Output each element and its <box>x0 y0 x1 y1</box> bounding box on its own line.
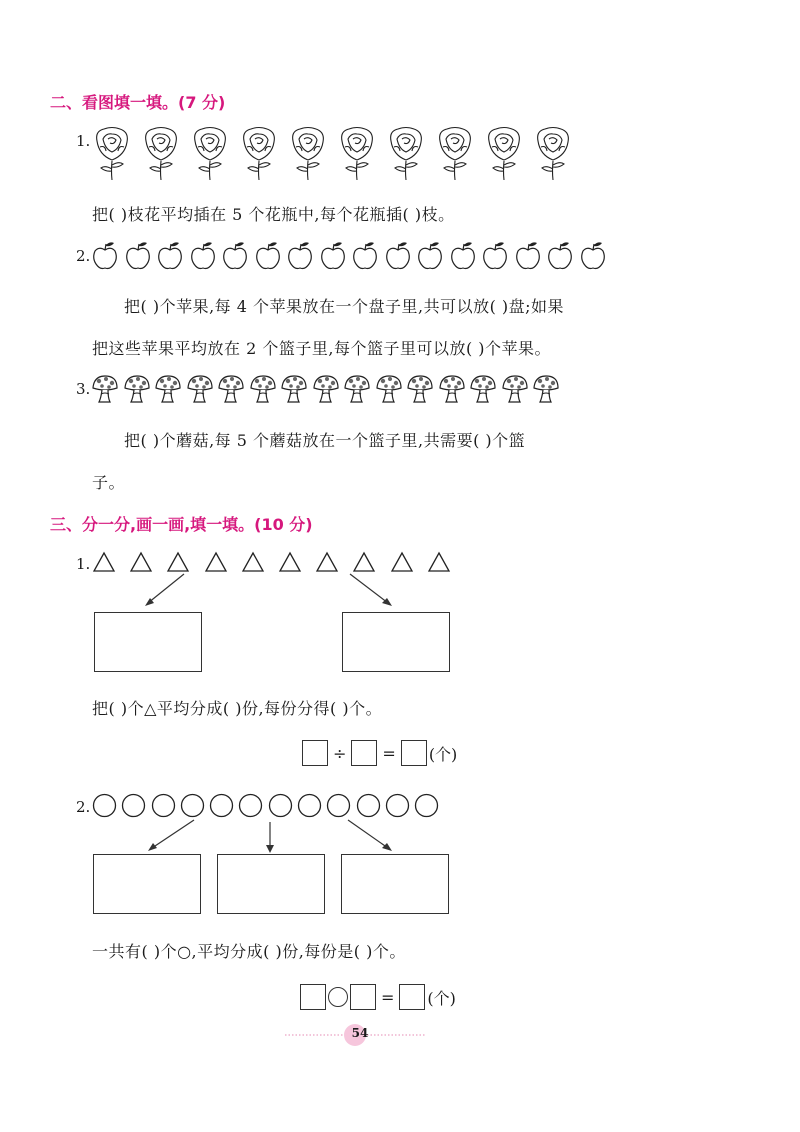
rose-row <box>92 125 582 181</box>
mushroom-icon <box>470 374 496 404</box>
quotient-box[interactable] <box>401 740 427 766</box>
circle-icon <box>151 793 176 818</box>
triangle-icon <box>278 551 302 573</box>
mushroom-icon <box>407 374 433 404</box>
triangle-row <box>92 551 464 573</box>
q2-sentence-2: 把这些苹果平均放在 2 个篮子里,每个篮子里可以放( )个苹果。 <box>92 339 552 358</box>
circle-row <box>92 793 444 818</box>
rose-icon <box>484 125 524 181</box>
circle-icon <box>209 793 234 818</box>
apple-row <box>92 241 612 271</box>
triangle-icon <box>92 551 116 573</box>
apple-icon <box>92 241 118 271</box>
rose-icon <box>435 125 475 181</box>
mushroom-icon <box>313 374 339 404</box>
q3-sentence-1: 把( )个蘑菇,每 5 个蘑菇放在一个篮子里,共需要( )个篮 <box>124 431 526 450</box>
unit-label: (个) <box>428 744 458 764</box>
q3-sentence-2: 子。 <box>92 473 126 492</box>
rose-icon <box>386 125 426 181</box>
result-box[interactable] <box>399 984 425 1010</box>
rose-icon <box>141 125 181 181</box>
section-3-title: 三、分一分,画一画,填一填。(10 分) <box>50 515 313 534</box>
mushroom-icon <box>187 374 213 404</box>
rose-icon <box>288 125 328 181</box>
mushroom-icon <box>218 374 244 404</box>
apple-icon <box>222 241 248 271</box>
operator-circle-icon[interactable] <box>328 987 348 1007</box>
circle-icon <box>414 793 439 818</box>
s3-q1-equation <box>302 740 457 766</box>
triangle-icon <box>166 551 190 573</box>
triangle-icon <box>352 551 376 573</box>
triangle-icon <box>204 551 228 573</box>
mushroom-icon <box>155 374 181 404</box>
q3-number: 3. <box>76 380 91 398</box>
circle-icon <box>297 793 322 818</box>
triangle-icon <box>241 551 265 573</box>
answer-box-2[interactable] <box>217 854 325 914</box>
apple-icon <box>190 241 216 271</box>
dividend-box[interactable] <box>302 740 328 766</box>
answer-box-right[interactable] <box>342 612 450 672</box>
circle-icon <box>326 793 351 818</box>
apple-icon <box>547 241 573 271</box>
rose-icon <box>337 125 377 181</box>
circle-icon <box>92 793 117 818</box>
apple-icon <box>580 241 606 271</box>
apple-icon <box>450 241 476 271</box>
mushroom-icon <box>124 374 150 404</box>
rose-icon <box>92 125 132 181</box>
answer-box-3[interactable] <box>341 854 449 914</box>
circle-icon <box>268 793 293 818</box>
triangle-icon <box>427 551 451 573</box>
mushroom-icon <box>250 374 276 404</box>
s3-q2-sentence: 一共有( )个○,平均分成( )份,每份是( )个。 <box>92 942 406 961</box>
equals-sign: = <box>382 743 396 763</box>
apple-icon <box>255 241 281 271</box>
q1-sentence: 把( )枝花平均插在 5 个花瓶中,每个花瓶插( )枝。 <box>92 205 455 224</box>
apple-icon <box>482 241 508 271</box>
s3-q2-arrows <box>92 818 452 858</box>
q2-sentence-1: 把( )个苹果,每 4 个苹果放在一个盘子里,共可以放( )盘;如果 <box>124 297 565 316</box>
section-2-title: 二、看图填一填。(7 分) <box>50 93 226 112</box>
q2-number: 2. <box>76 247 91 265</box>
q1-number: 1. <box>76 132 91 150</box>
mushroom-icon <box>92 374 118 404</box>
circle-icon <box>238 793 263 818</box>
mushroom-icon <box>502 374 528 404</box>
answer-box-left[interactable] <box>94 612 202 672</box>
answer-box-1[interactable] <box>93 854 201 914</box>
apple-icon <box>385 241 411 271</box>
operand-box-1[interactable] <box>300 984 326 1010</box>
apple-icon <box>352 241 378 271</box>
circle-icon <box>356 793 381 818</box>
apple-icon <box>417 241 443 271</box>
page-number: 54 <box>351 1026 369 1040</box>
triangle-icon <box>315 551 339 573</box>
apple-icon <box>515 241 541 271</box>
s3-q1-arrows <box>92 572 452 612</box>
divisor-box[interactable] <box>351 740 377 766</box>
triangle-icon <box>129 551 153 573</box>
circle-icon <box>385 793 410 818</box>
triangle-icon <box>390 551 414 573</box>
s3-q1-number: 1. <box>76 555 91 573</box>
apple-icon <box>287 241 313 271</box>
rose-icon <box>533 125 573 181</box>
apple-icon <box>320 241 346 271</box>
operand-box-2[interactable] <box>350 984 376 1010</box>
unit-label-2: (个) <box>427 988 456 1008</box>
mushroom-icon <box>439 374 465 404</box>
rose-icon <box>190 125 230 181</box>
mushroom-icon <box>376 374 402 404</box>
mushroom-icon <box>281 374 307 404</box>
apple-icon <box>125 241 151 271</box>
equals-sign-2: = <box>381 987 395 1007</box>
circle-icon <box>180 793 205 818</box>
mushroom-row <box>92 374 565 404</box>
mushroom-icon <box>344 374 370 404</box>
s3-q1-sentence: 把( )个△平均分成( )份,每份分得( )个。 <box>92 699 383 718</box>
s3-q2-number: 2. <box>76 798 91 816</box>
circle-icon <box>121 793 146 818</box>
s3-q2-equation <box>300 984 456 1010</box>
rose-icon <box>239 125 279 181</box>
mushroom-icon <box>533 374 559 404</box>
division-sign: ÷ <box>333 743 347 763</box>
apple-icon <box>157 241 183 271</box>
